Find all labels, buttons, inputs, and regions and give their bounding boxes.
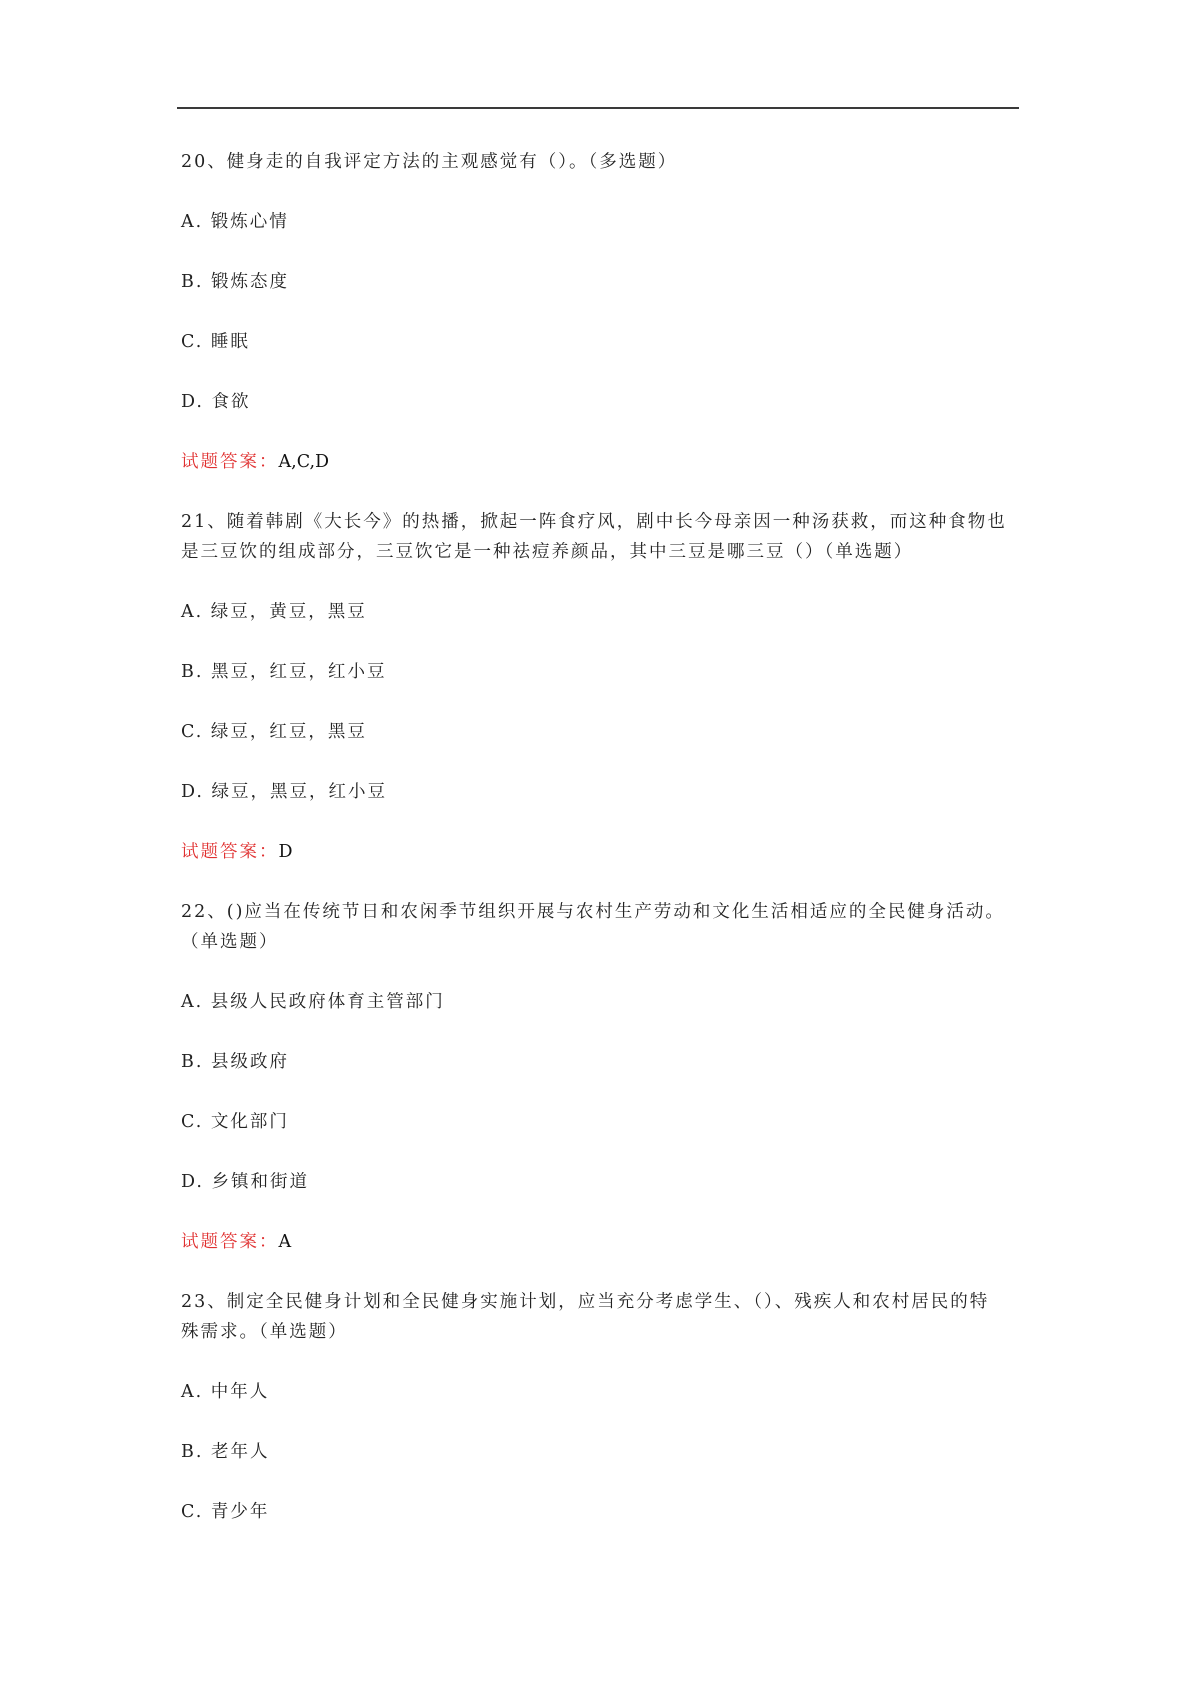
question-22-option-c: C. 文化部门 xyxy=(181,1112,289,1132)
question-22-answer xyxy=(181,1227,1021,1257)
question-22-option-a: A. 县级人民政府体育主管部门 xyxy=(181,992,445,1012)
answer-label: 试题答案： xyxy=(181,452,279,472)
question-23-stem-line-2: 殊需求。（单选题） xyxy=(181,1322,348,1342)
question-22-option-b: B. 县级政府 xyxy=(181,1052,289,1072)
question-20-option-b: B. 锻炼态度 xyxy=(181,272,289,292)
question-23-option-b: B. 老年人 xyxy=(181,1442,270,1462)
question-21-stem-line-1: 21、随着韩剧《大长今》的热播，掀起一阵食疗风，剧中长今母亲因一种汤获救，而这种食物也 xyxy=(181,512,1007,532)
question-23-stem-line-1: 23、制定全民健身计划和全民健身实施计划，应当充分考虑学生、（）、残疾人和农村居民的特 xyxy=(181,1292,990,1312)
question-21-option-c: C. 绿豆，红豆，黑豆 xyxy=(181,722,367,742)
question-20-option-a: A. 锻炼心情 xyxy=(181,212,289,232)
question-23-option-a: A. 中年人 xyxy=(181,1382,270,1402)
answer-label: 试题答案： xyxy=(181,842,279,862)
question-20-stem-line-1: 20、健身走的自我评定方法的主观感觉有（）。（多选题） xyxy=(181,152,678,172)
answer-label: 试题答案： xyxy=(181,1232,279,1252)
question-21-stem-line-2: 是三豆饮的组成部分，三豆饮它是一种祛痘养颜品，其中三豆是哪三豆（）（单选题） xyxy=(181,542,914,562)
question-21-option-a: A. 绿豆，黄豆，黑豆 xyxy=(181,602,367,622)
question-22-option-d: D. 乡镇和街道 xyxy=(181,1172,310,1192)
question-20-answer xyxy=(181,447,1021,477)
question-22-stem-line-1: 22、()应当在传统节日和农闲季节组织开展与农村生产劳动和文化生活相适应的全民健身活动。 xyxy=(181,902,1005,922)
question-21-option-d: D. 绿豆，黑豆，红小豆 xyxy=(181,782,388,802)
answer-value: A,C,D xyxy=(278,452,330,472)
answer-value: A xyxy=(278,1232,292,1252)
question-21-answer xyxy=(181,837,1021,867)
question-21-option-b: B. 黑豆，红豆，红小豆 xyxy=(181,662,387,682)
question-23-option-c: C. 青少年 xyxy=(181,1502,270,1522)
question-20-option-c: C. 睡眠 xyxy=(181,332,250,352)
question-20-option-d: D. 食欲 xyxy=(181,392,251,412)
question-22-stem-line-2: （单选题） xyxy=(181,932,279,952)
answer-value: D xyxy=(278,842,293,862)
header-rule xyxy=(177,107,1019,109)
